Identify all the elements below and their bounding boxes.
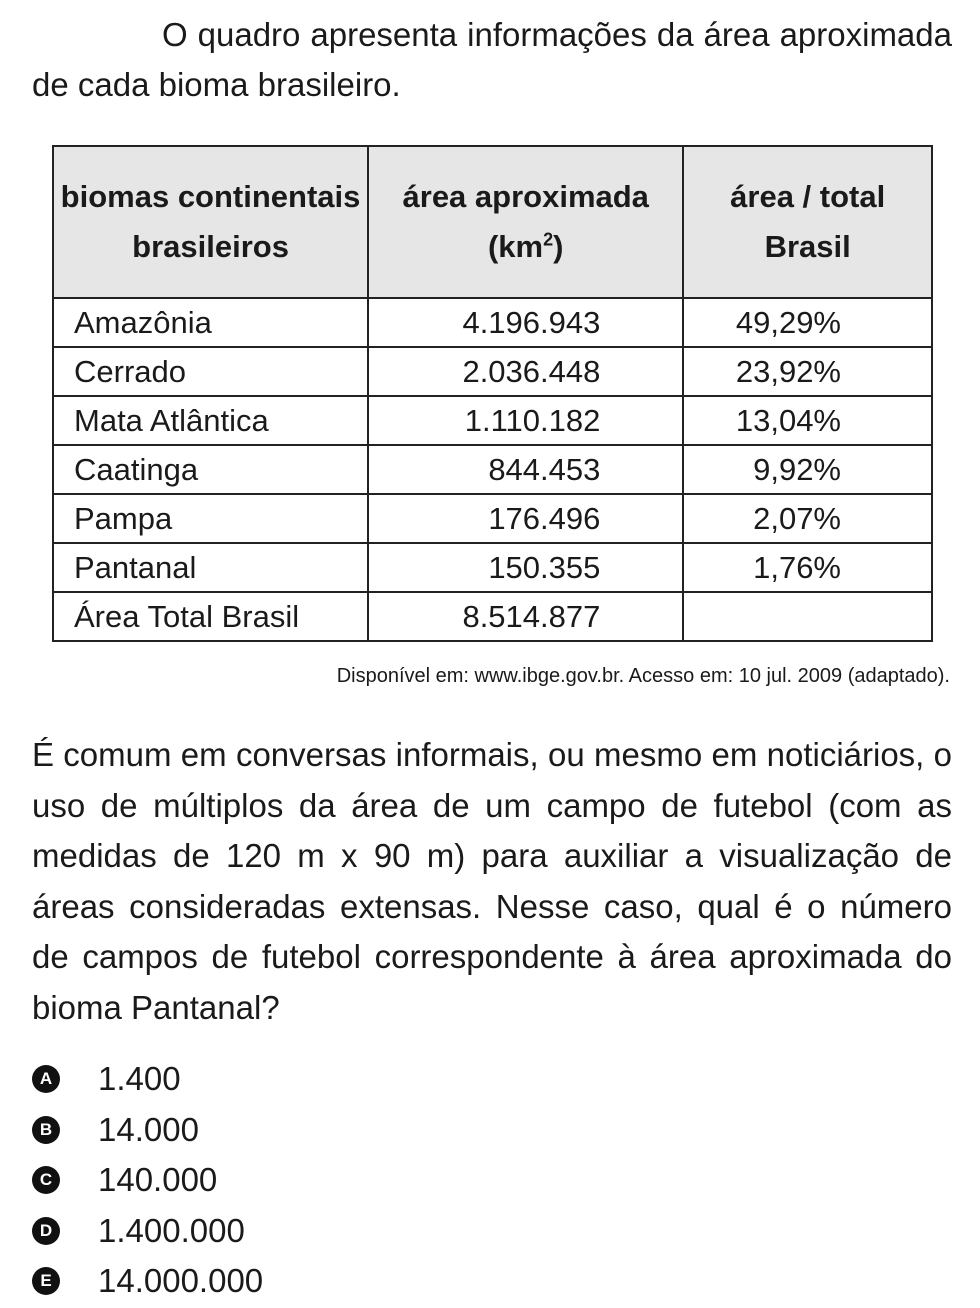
- header-area-close: ): [553, 229, 564, 264]
- table-row: [53, 445, 932, 494]
- header-area-label: área aproximada (km: [402, 179, 649, 264]
- question-text: É comum em conversas informais, ou mesmo em noticiários, o uso de múltiplos da área de um campo de futebol (com as medidas de 120 m x 90 m) para auxiliar a visualização de áreas consideradas extensas. Nesse caso, qual é o número de campos de futebol correspondente à área aproximada do bioma Pantanal?: [32, 736, 952, 1026]
- bioma-area: 844.453: [368, 445, 683, 494]
- bioma-percent: 49,29%: [683, 298, 932, 347]
- option-letter-badge: B: [32, 1116, 60, 1144]
- source-citation: Disponível em: www.ibge.gov.br. Acesso em: 10 jul. 2009 (adaptado).: [336, 665, 950, 687]
- bioma-percent: 2,07%: [683, 494, 932, 543]
- option-text: 1.400.000: [98, 1211, 245, 1249]
- header-area-exponent: 2: [543, 229, 554, 250]
- option-a[interactable]: [32, 1054, 263, 1105]
- bioma-name: Pantanal: [53, 543, 368, 592]
- bioma-area: 176.496: [368, 494, 683, 543]
- table-row: [53, 396, 932, 445]
- bioma-percent: 23,92%: [683, 347, 932, 396]
- bioma-area: 2.036.448: [368, 347, 683, 396]
- option-letter-badge: A: [32, 1065, 60, 1093]
- total-label: Área Total Brasil: [53, 592, 368, 641]
- intro-text: O quadro apresenta informações da área aproximada de cada bioma brasileiro.: [32, 16, 952, 103]
- header-ratio-label: área / total Brasil: [730, 179, 886, 264]
- table-header-row: [53, 146, 932, 298]
- table-row: [53, 347, 932, 396]
- bioma-percent: 13,04%: [683, 396, 932, 445]
- option-d[interactable]: [32, 1206, 263, 1257]
- total-percent: [683, 592, 932, 641]
- bioma-percent: 9,92%: [683, 445, 932, 494]
- table-row: [53, 494, 932, 543]
- answer-options: [32, 1054, 263, 1307]
- bioma-name: Amazônia: [53, 298, 368, 347]
- header-ratio: [683, 146, 932, 298]
- bioma-area: 1.110.182: [368, 396, 683, 445]
- option-text: 14.000: [98, 1110, 199, 1148]
- header-biomas: [53, 146, 368, 298]
- bioma-name: Pampa: [53, 494, 368, 543]
- biomes-table: [52, 145, 933, 642]
- option-letter-badge: E: [32, 1267, 60, 1295]
- bioma-percent: 1,76%: [683, 543, 932, 592]
- table-row: [53, 543, 932, 592]
- table-row: [53, 298, 932, 347]
- option-c[interactable]: [32, 1155, 263, 1206]
- option-text: 140.000: [98, 1161, 218, 1199]
- total-area: 8.514.877: [368, 592, 683, 641]
- bioma-area: 4.196.943: [368, 298, 683, 347]
- header-biomas-label: biomas continentais brasileiros: [60, 179, 361, 264]
- bioma-name: Caatinga: [53, 445, 368, 494]
- option-letter-badge: C: [32, 1166, 60, 1194]
- table-total-row: [53, 592, 932, 641]
- option-text: 1.400: [98, 1060, 181, 1098]
- header-area: [368, 146, 683, 298]
- bioma-name: Cerrado: [53, 347, 368, 396]
- option-text: 14.000.000: [98, 1262, 264, 1300]
- option-b[interactable]: [32, 1105, 263, 1156]
- option-letter-badge: D: [32, 1217, 60, 1245]
- bioma-name: Mata Atlântica: [53, 396, 368, 445]
- bioma-area: 150.355: [368, 543, 683, 592]
- option-e[interactable]: [32, 1256, 263, 1307]
